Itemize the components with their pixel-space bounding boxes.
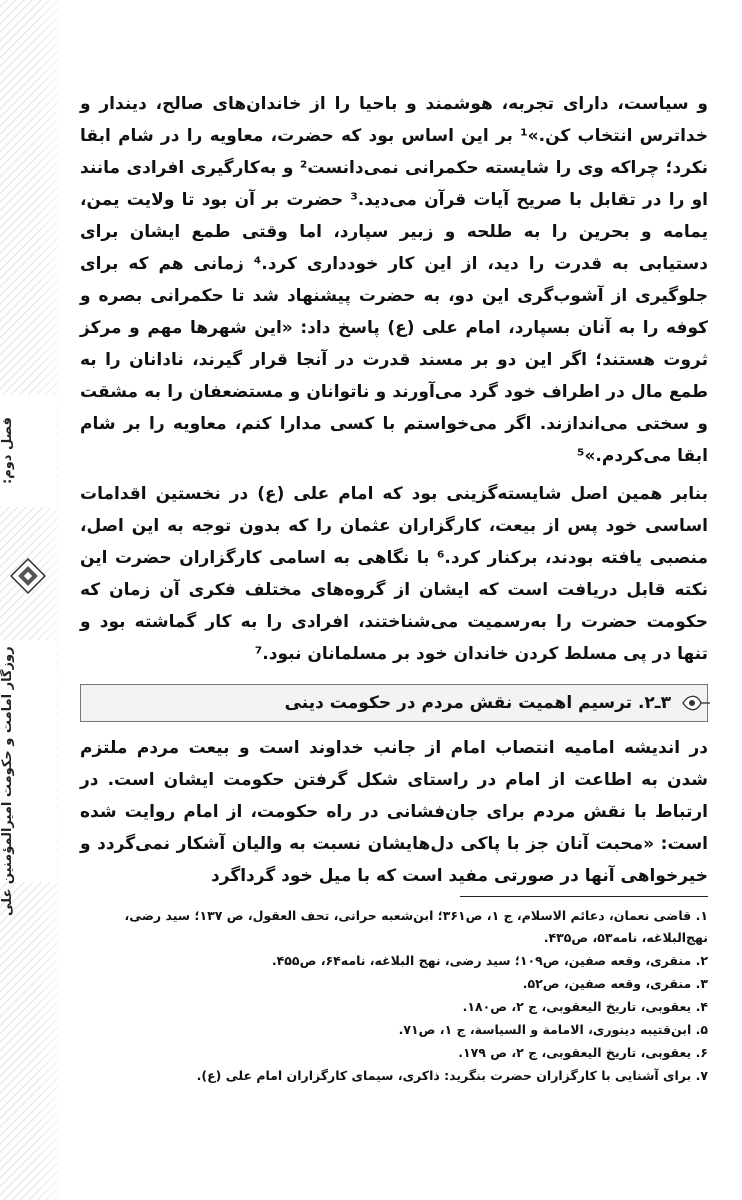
paragraph-3: در اندیشه امامیه انتصاب امام از جانب خداوند است و بیعت مردم ملتزم شدن به اطاعت از امام در راستای شکل گرفتن حکومت ایشان است. در ارتباط با نقش مردم برای جان‌فشانی در راه حکومت، از امام روایت شده است: «محبت آنان جز با پاکی دل‌هایشان نسبت به والیان آشکار نمی‌گردد و خیرخواهی آنها در صورتی مفید است که با میل خود گرداگرد <box>80 738 708 886</box>
chapter-label: فصل دوم: <box>0 395 56 507</box>
section-heading-box <box>80 684 708 722</box>
footnote-1: ۱. قاضی نعمان، دعائم الاسلام، ج ۱، ص۳۶۱؛ ابن‌شعبه حرانی، تحف العقول، ص ۱۳۷؛ سید رضی، نهج‌البلاغه، نامه۵۳، ص۴۳۵. <box>124 908 708 945</box>
footnotes <box>80 905 708 1087</box>
footnote-2: ۲. منقری، وقعه صفین، ص۱۰۹؛ سید رضی، نهج البلاغه، نامه۶۴، ص۴۵۵. <box>271 953 708 968</box>
footnote-divider <box>460 896 708 897</box>
heading-ornament-icon <box>681 692 711 714</box>
footnote-3: ۳. منقری، وقعه صفین، ص۵۲. <box>522 976 708 991</box>
diamond-ornament-icon <box>10 558 46 594</box>
footnote-5: ۵. ابن‌قتیبه دینوری، الامامة و السیاسة، ج ۱، ص۷۱. <box>398 1022 708 1037</box>
paragraph-2: بنابر همین اصل شایسته‌گزینی بود که امام علی (ع) در نخستین اقدامات اساسی خود پس از بیعت، کارگزاران عثمان را که بدون توجه به این اصل، منصبی یافته بودند، برکنار کرد.⁶ با نگاهی به اسامی کارگزاران حضرت این نکته قابل دریافت است که ایشان از گروه‌های مختلف فکری آن زمان که حکومت حضرت را به‌رسمیت می‌شناختند، افرادی را به کار گماشته بود و تنها در پی مسلط کردن خاندان خود بر مسلمانان نبود.⁷ <box>80 484 708 664</box>
paragraph-1: و سیاست، دارای تجربه، هوشمند و باحیا را از خاندان‌های صالح، دیندار و خداترس انتخاب کن.»¹ بر این اساس بود که حضرت، معاویه را در شام ابقا نکرد؛ چراکه وی را شایسته حکمرانی نمی‌دانست² و به‌کارگیری افرادی مانند او را در تقابل با صریح آیات قرآن می‌دید.³ حضرت بر آن بود تا ولایت یمن، یمامه و بحرین را به طلحه و زبیر سپارد، اما وقتی طمع ایشان برای دستیابی به قدرت را دید، از این کار خودداری کرد.⁴ زمانی هم که برای جلوگیری از آشوب‌گری این دو، به حضرت پیشنهاد شد تا حکمرانی بصره و کوفه را به آنان بسپارد، امام علی (ع) پاسخ داد: «این شهرها مهم و مرکز ثروت هستند؛ اگر این دو بر مسند قدرت در آنجا قرار گیرند، نادانان را به طمع مال در اطراف خود گرد می‌آورند و ناتوانان و مستضعفان را به مشقت و سختی می‌اندازند. اگر می‌خواستم با کسی مدارا کنم، معاویه را بر شام ابقا می‌کردم.»⁵ <box>80 94 708 466</box>
main-text <box>80 88 708 892</box>
margin-fade <box>40 0 80 1200</box>
footnote-4: ۴. یعقوبی، تاریخ الیعقوبی، ج ۲، ص۱۸۰. <box>462 999 708 1014</box>
running-title: روزگار امامت و حکومت امیرالمؤمنین علی <box>0 640 56 882</box>
footnote-7: ۷. برای آشنایی با کارگزاران حضرت بنگرید: ذاکری، سیمای کارگزاران امام علی (ع). <box>196 1068 708 1083</box>
section-heading: ۳ـ۲. ترسیم اهمیت نقش مردم در حکومت دینی <box>284 693 671 713</box>
footnote-6: ۶. یعقوبی، تاریخ الیعقوبی، ج ۲، ص ۱۷۹. <box>458 1045 708 1060</box>
